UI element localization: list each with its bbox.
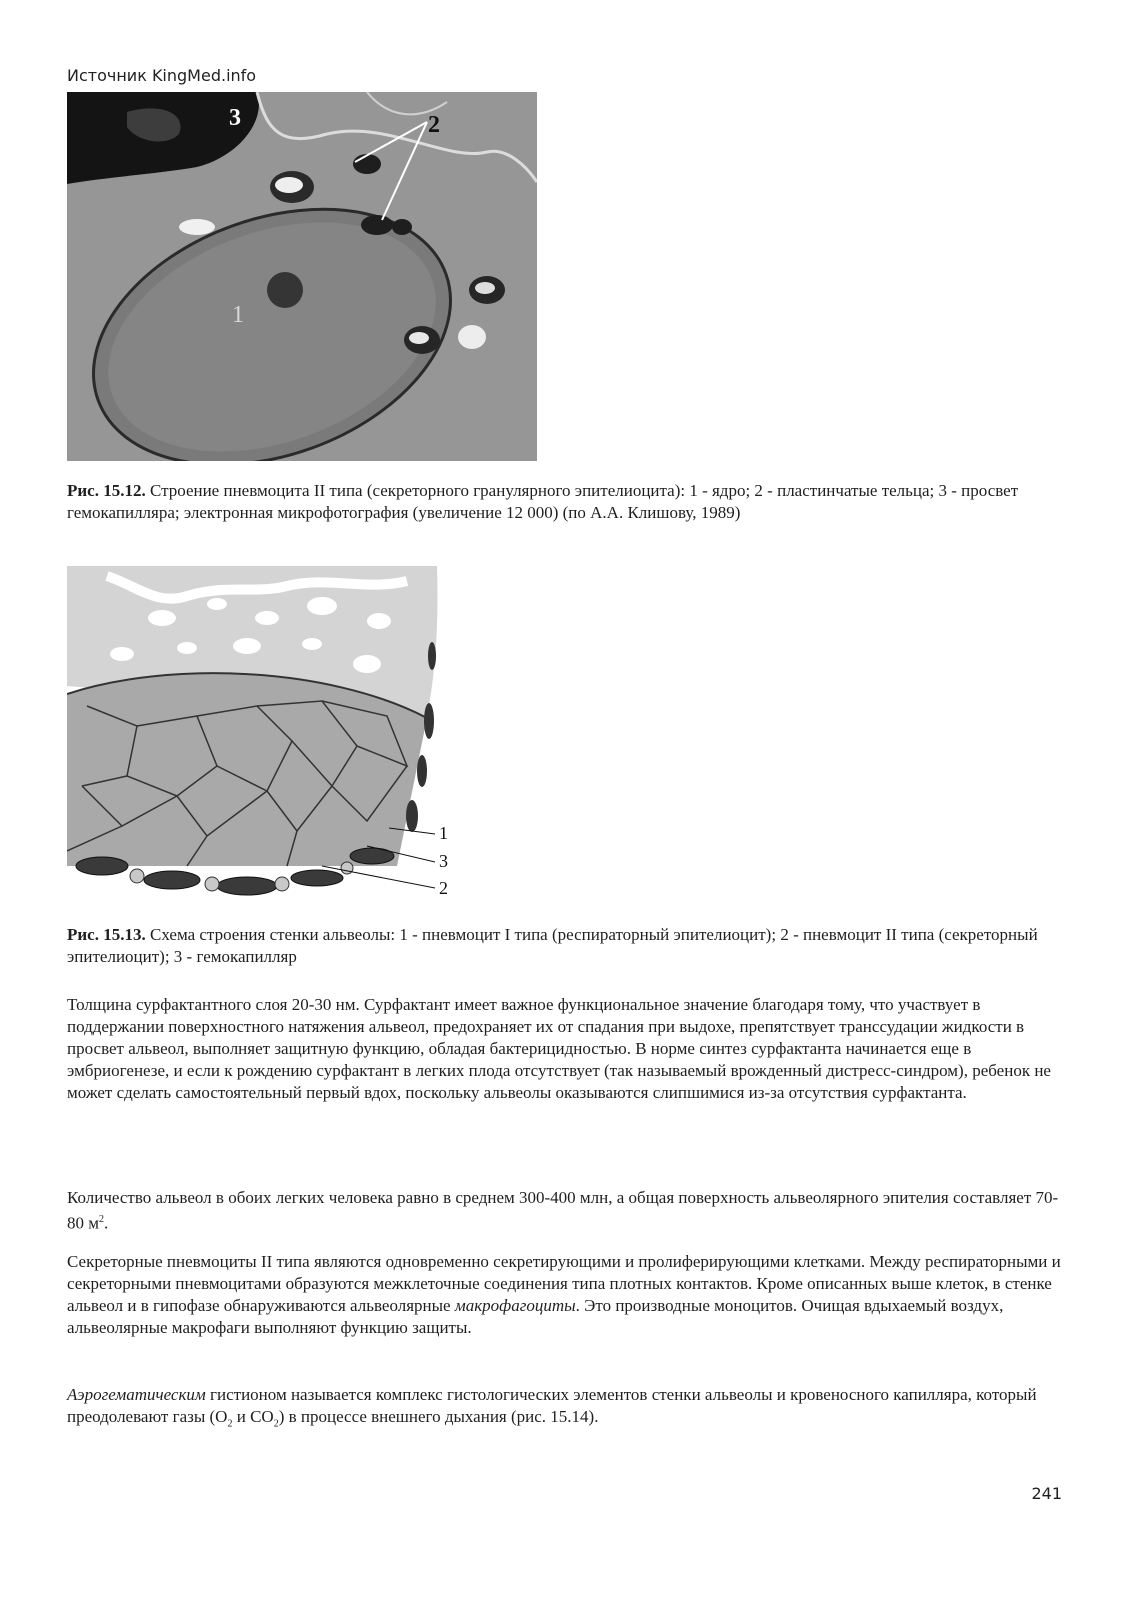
paragraph-alveoli-count-end: .	[104, 1213, 109, 1233]
figure1-label-3: 3	[229, 105, 241, 131]
alveolar-wall-diagram	[67, 566, 457, 914]
figure2-caption	[67, 924, 1067, 968]
paragraph-aerohematic-text: гистионом называется комплекс гистологических элементов стенки альвеолы и кровеносного капилляра, который преодолевают газы (O	[67, 1385, 1037, 1426]
figure2-label-2: 2	[439, 878, 448, 898]
paragraph-pneumocytes	[67, 1251, 1067, 1339]
figure2-label-3: 3	[439, 851, 448, 871]
figure1-caption-text: Строение пневмоцита II типа (секреторного гранулярного эпителиоцита): 1 - ядро; 2 - пластинчатые тельца; 3 - просвет гемокапилляра; электронная микрофотография (увеличение 12 000) (по А.А. Клишову, 1989)	[67, 481, 1019, 522]
paragraph-surfactant: Толщина сурфактантного слоя 20-30 нм. Сурфактант имеет важное функциональное значение благодаря тому, что участвует в поддержании поверхностного натяжения альвеол, предохраняет их от спадания при выдохе, препятствует транссудации жидкости в просвет альвеол, выполняет защитную функцию, обладая бактерицидностью. В норме синтез сурфактанта начинается еще в эмбриогенезе, и если к рождению сурфактант в легких плода отсутствует (так называемый врожденный дистресс-синдром), ребенок не может сделать самостоятельный первый вдох, поскольку альвеолы оказываются слипшимися из-за отсутствия сурфактанта.	[67, 995, 1051, 1102]
figure1-label-2: 2	[428, 112, 440, 138]
paragraph-aerohematic-histion	[67, 1384, 1067, 1435]
figure1-caption-label: Рис. 15.12.	[67, 481, 146, 500]
paragraph-aerohematic-mid: и CO	[232, 1407, 274, 1426]
subscript-co2: 2	[273, 1418, 279, 1430]
source-label: Источник KingMed.info	[67, 66, 257, 85]
micrograph-figure	[67, 92, 537, 461]
paragraph-alveoli-count-text: Количество альвеол в обоих легких человека равно в среднем 300-400 млн, а общая поверхность альвеолярного эпителия составляет 70-80 м	[67, 1188, 1059, 1233]
paragraph-aerohematic-end: ) в процессе внешнего дыхания (рис. 15.14).	[278, 1407, 599, 1426]
page-number: 241	[1031, 1484, 1062, 1503]
paragraph-pneumocytes-end: . Это производные моноцитов. Очищая вдыхаемый воздух, альвеолярные макрофаги выполняют функцию защиты.	[67, 1296, 1004, 1337]
figure2-caption-text: Схема строения стенки альвеолы: 1 - пневмоцит I типа (респираторный эпителиоцит); 2 - пневмоцит II типа (секреторный эпителиоцит); 3 - гемокапилляр	[67, 925, 1038, 966]
term-macrophagocytes: макрофагоциты	[454, 1296, 576, 1315]
superscript-2: 2	[99, 1214, 105, 1225]
figure2-caption-label: Рис. 15.13.	[67, 925, 146, 944]
paragraph-alveoli-count	[67, 1187, 1067, 1235]
term-aerohematic: Аэрогематическим	[67, 1385, 206, 1404]
figure1-label-1: 1	[232, 302, 244, 328]
figure2-label-1: 1	[439, 823, 448, 843]
paragraph-pneumocytes-text: Секреторные пневмоциты II типа являются одновременно секретирующими и пролиферирующими клетками. Между респираторными и секреторными пневмоцитами образуются межклеточные соединения типа плотных контактов. Кроме описанных выше клеток, в стенке альвеол и в гипофазе обнаруживаются альвеолярные	[67, 1252, 1061, 1315]
figure1-caption	[67, 480, 1067, 524]
subscript-o2: 2	[227, 1418, 233, 1430]
